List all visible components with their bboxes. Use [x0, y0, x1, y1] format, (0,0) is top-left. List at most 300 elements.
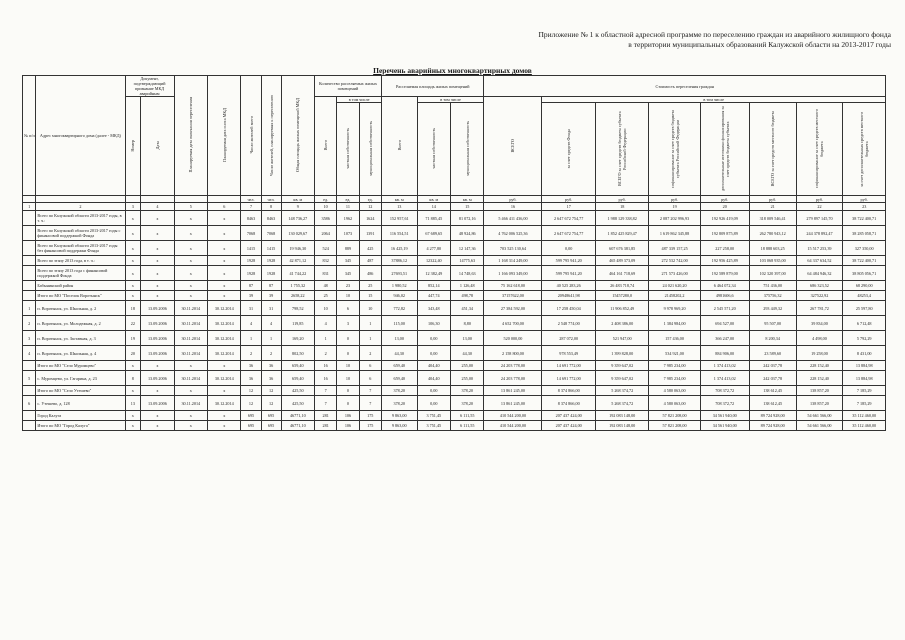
table-cell: 192 083 148,00	[595, 421, 649, 431]
table-cell: 30.11.2014	[174, 346, 207, 361]
table-cell: 1 619 862 345,88	[649, 226, 700, 241]
table-cell: x	[141, 211, 174, 226]
table-cell: 271 573 426,00	[649, 266, 700, 281]
table-cell: 10	[337, 291, 359, 301]
table-cell: 1 168 314 249,00	[484, 256, 542, 266]
table-cell: x	[208, 266, 241, 281]
table-cell: 13,00	[381, 331, 417, 346]
table-cell: 7	[315, 386, 337, 396]
table-cell: 20	[125, 346, 141, 361]
table-cell: x	[125, 411, 141, 421]
col-area-private: частная собственность	[417, 103, 450, 196]
table-cell: 138 857,20	[796, 386, 843, 396]
table-cell: 2 548 774,00	[542, 316, 596, 331]
table-cell: 13,00	[451, 331, 484, 346]
table-cell: 9 359 647,02	[595, 371, 649, 386]
table-cell: x	[208, 256, 241, 266]
table-cell: 38 722 400,71	[843, 211, 886, 226]
table-row	[23, 361, 886, 371]
table-cell: 75 162 618,00	[484, 281, 542, 291]
table-cell: 534 921,00	[649, 346, 700, 361]
table-cell: 13.09.2006	[141, 316, 174, 331]
table-cell: 1	[359, 331, 381, 346]
table-cell: 451,34	[451, 301, 484, 316]
table-cell: x	[208, 411, 241, 421]
table-cell: x	[125, 241, 141, 256]
table-cell: 8463	[241, 211, 261, 226]
col-cost-group: Стоимость переселения граждан	[484, 76, 886, 97]
col-add-region: дополнительные источники финансирования за счет средств бюджета субъекта	[700, 103, 749, 196]
address-cell: Итого по МО "Село Муромцево"	[36, 361, 125, 371]
table-body	[23, 211, 886, 431]
table-cell: x	[174, 211, 207, 226]
table-cell: 38 285 058,71	[843, 226, 886, 241]
table-cell: x	[125, 226, 141, 241]
address-cell: п. Воротынск, ул. Школьная, д. 2	[36, 301, 125, 316]
table-cell: 659,40	[381, 371, 417, 386]
table-cell: 34 561 940,00	[700, 421, 749, 431]
table-cell: 13.09.2006	[141, 396, 174, 411]
table-cell: 262 780 943,12	[749, 226, 796, 241]
table-cell: 25 597,80	[843, 301, 886, 316]
table-cell: 38 722 400,71	[843, 256, 886, 266]
table-cell: 6	[359, 361, 381, 371]
table-cell: 12322,40	[417, 256, 450, 266]
table-cell: 148 736,27	[281, 211, 314, 226]
column-number-cell: 17	[542, 203, 596, 211]
table-cell: 4	[261, 316, 281, 331]
table-cell: 15457280,0	[595, 291, 649, 301]
table-cell: 6 111,55	[451, 411, 484, 421]
table-cell: 106	[337, 421, 359, 431]
table-cell: 1 980,52	[381, 281, 417, 291]
table-cell: 281	[315, 421, 337, 431]
table-cell: x	[208, 281, 241, 291]
unit-cell: руб.	[542, 196, 596, 203]
column-number-cell: 10	[315, 203, 337, 211]
table-cell: 12	[261, 396, 281, 411]
table-cell: 708 372,72	[700, 386, 749, 396]
table-cell	[23, 266, 36, 281]
table-cell: x	[125, 211, 141, 226]
table-cell: 1415	[241, 241, 261, 256]
table-cell: 12	[261, 386, 281, 396]
col-residents: Число жителей всего	[241, 76, 261, 196]
col-area-group: Расселяемая площадь жилых помещений	[381, 76, 484, 97]
table-cell: x	[141, 256, 174, 266]
table-cell: 802,50	[281, 346, 314, 361]
unit-cell: руб.	[595, 196, 649, 203]
column-number-cell: 5	[174, 203, 207, 211]
unit-cell: ед.	[359, 196, 381, 203]
table-cell: 89 724 928,00	[749, 421, 796, 431]
table-cell: 102 320 397,00	[749, 266, 796, 281]
table-cell: 39	[241, 291, 261, 301]
col-rooms-incl: в том числе	[337, 97, 382, 103]
table-cell: 7 185,29	[843, 386, 886, 396]
table-cell: 1 166 093 349,00	[484, 266, 542, 281]
table-cell: 659,40	[281, 361, 314, 371]
table-cell: 18 888 603,25	[749, 241, 796, 256]
houses-table	[22, 75, 886, 431]
table-row	[23, 301, 886, 316]
column-number-cell: 2	[36, 203, 125, 211]
table-cell: 9 978 969,20	[649, 301, 700, 316]
table-cell	[23, 421, 36, 431]
table-cell: 57 821 208,00	[649, 411, 700, 421]
table-cell: 20948641,98	[542, 291, 596, 301]
table-cell	[23, 386, 36, 396]
table-cell: x	[125, 386, 141, 396]
table-row	[23, 371, 886, 386]
table-cell: 10	[359, 301, 381, 316]
table-cell: 772,82	[381, 301, 417, 316]
table-cell: 64 484 946,32	[796, 266, 843, 281]
unit-cell: руб.	[749, 196, 796, 203]
table-row	[23, 211, 886, 226]
table-cell: 7 985 234,00	[649, 361, 700, 371]
table-cell: 464 161 718,69	[595, 266, 649, 281]
table-cell: 946,02	[381, 291, 417, 301]
col-plan-demolish: Планируемая дата сноса МКД	[208, 76, 241, 196]
table-cell: 192 956 425,89	[700, 256, 749, 266]
col-rooms-municipal: муниципальная собственность	[359, 103, 381, 196]
table-cell: 89 724 928,00	[749, 411, 796, 421]
table-cell: 16 425,19	[381, 241, 417, 256]
table-cell: 2	[261, 346, 281, 361]
table-cell: 30.12.2014	[208, 301, 241, 316]
unit-cell	[141, 196, 174, 203]
address-cell: Всего по этапу 2013 года с финансовой поддержкой Фонда	[36, 266, 125, 281]
table-cell: 13 884,98	[843, 371, 886, 386]
table-cell: 0,00	[417, 331, 450, 346]
table-cell: x	[174, 386, 207, 396]
table-cell: 41 744,22	[281, 266, 314, 281]
table-cell: 6	[23, 396, 36, 411]
table-cell: 19	[125, 331, 141, 346]
table-cell: 327 350,00	[843, 241, 886, 256]
column-number-cell: 1	[23, 203, 36, 211]
address-cell: Бабынинский район	[36, 281, 125, 291]
table-cell: 36	[241, 371, 261, 386]
col-plan-end: Планируемая дата окончания переселения	[174, 76, 207, 196]
document-title: Перечень аварийных многоквартирных домов	[373, 66, 532, 75]
table-cell: 10	[337, 371, 359, 386]
table-cell: 695	[261, 411, 281, 421]
table-cell: x	[174, 266, 207, 281]
table-cell: 599 795 941,20	[542, 266, 596, 281]
table-cell: 8 374 866,00	[542, 386, 596, 396]
unit-cell	[125, 196, 141, 203]
table-cell: 5 792,29	[843, 331, 886, 346]
header-line-2: в территории муниципальных образований Калужской области на 2013-2017 годы	[628, 40, 891, 49]
column-number-cell: 18	[595, 203, 649, 211]
table-cell: 1	[241, 331, 261, 346]
table-cell: 25	[359, 281, 381, 291]
table-cell: 978 553,49	[542, 346, 596, 361]
col-doc-date: Дата	[141, 97, 174, 196]
table-cell: 13.09.2006	[141, 331, 174, 346]
table-cell: 24 021 620,20	[649, 281, 700, 291]
table-cell: 30.12.2014	[208, 331, 241, 346]
table-row	[23, 241, 886, 256]
table-cell: 378,20	[381, 386, 417, 396]
table-cell: x	[141, 281, 174, 291]
table-cell: 242 037,78	[749, 361, 796, 371]
table-cell: x	[208, 211, 241, 226]
table-cell	[23, 411, 36, 421]
table-cell: 2	[241, 346, 261, 361]
table-cell: 16	[315, 371, 337, 386]
table-cell: x	[174, 361, 207, 371]
table-cell	[23, 256, 36, 266]
table-cell: 521 947,00	[595, 331, 649, 346]
table-cell: x	[141, 361, 174, 371]
table-cell: 16	[315, 361, 337, 371]
table-cell: 4 762 006 525,36	[484, 226, 542, 241]
table-row	[23, 266, 886, 281]
table-cell: 695	[241, 421, 261, 431]
table-cell: x	[208, 226, 241, 241]
unit-cell: руб.	[484, 196, 542, 203]
table-cell: 7068	[261, 226, 281, 241]
table-cell: 2 087 202 996,93	[649, 211, 700, 226]
table-cell: 404,40	[417, 361, 450, 371]
table-cell: 343,48	[417, 301, 450, 316]
table-cell: 87	[241, 281, 261, 291]
table-row	[23, 386, 886, 396]
table-cell: 4	[23, 346, 36, 361]
table-cell: 6 111,55	[451, 421, 484, 431]
column-number-cell: 21	[749, 203, 796, 211]
table-cell: 8 200,34	[749, 331, 796, 346]
table-cell: 0,00	[417, 386, 450, 396]
unit-cell: кв. м	[417, 196, 450, 203]
table-cell: 152 957,61	[381, 211, 417, 226]
column-number-cell: 16	[484, 203, 542, 211]
table-cell: 287 072,00	[542, 331, 596, 346]
table-cell: 244 378 892,47	[796, 226, 843, 241]
table-cell: 1 852 425 829,47	[595, 226, 649, 241]
table-cell: 5 466 411 436,00	[484, 211, 542, 226]
table-cell: 9 359 647,02	[595, 361, 649, 371]
table-cell: 34 561 940,00	[700, 411, 749, 421]
table-cell	[23, 281, 36, 291]
col-no: № п/п	[23, 76, 36, 196]
table-cell: x	[208, 241, 241, 256]
table-cell: 2658,22	[281, 291, 314, 301]
table-cell: 703 525 130,64	[484, 241, 542, 256]
table-cell: x	[125, 421, 141, 431]
table-cell: 103 068 935,00	[749, 256, 796, 266]
table-cell: 19 258,00	[796, 346, 843, 361]
table-row	[23, 256, 886, 266]
table-cell: 686 323,52	[796, 281, 843, 291]
table-cell: 106	[337, 411, 359, 421]
table-cell: 425,50	[281, 386, 314, 396]
table-cell: 12	[241, 386, 261, 396]
column-number-cell: 9	[281, 203, 314, 211]
col-rooms-total: Всего	[315, 97, 337, 196]
table-cell: 64 337 634,52	[796, 256, 843, 266]
table-cell: 1624	[359, 211, 381, 226]
table-cell: 2 647 672 754,77	[542, 211, 596, 226]
table-cell: 831	[315, 266, 337, 281]
table-cell: 5 268 374,72	[595, 386, 649, 396]
col-area-total: Всего	[381, 97, 417, 196]
table-cell: 13.09.2006	[141, 301, 174, 316]
address-cell: п. Воротынск, ул. Молодежная, д. 2	[36, 316, 125, 331]
table-header	[23, 76, 886, 211]
address-cell: Всего по Калужской области 2013-2017 годы с финансовой поддержкой Фонда	[36, 226, 125, 241]
table-cell: 81 072,16	[451, 211, 484, 226]
address-cell: Всего по этапу 2013 года, в т. ч.:	[36, 256, 125, 266]
table-cell: 46771,10	[281, 421, 314, 431]
table-cell: 293 449,32	[749, 301, 796, 316]
table-cell: 366 247,00	[700, 331, 749, 346]
table-cell: 36	[261, 371, 281, 386]
table-cell: 4	[241, 316, 261, 331]
table-cell: 19 946,30	[281, 241, 314, 256]
unit-cell: ед.	[337, 196, 359, 203]
table-row	[23, 331, 886, 346]
col-residents-plan: Число жителей, планируемых к переселению	[261, 76, 281, 196]
table-cell: 7	[359, 396, 381, 411]
table-cell: 1928	[241, 266, 261, 281]
table-cell: 708 372,72	[700, 396, 749, 411]
table-cell: 7	[315, 396, 337, 411]
address-cell: с. Утешево, д. 128	[36, 396, 125, 411]
table-cell: 272 532 742,00	[649, 256, 700, 266]
address-cell: Город Калуга	[36, 411, 125, 421]
unit-cell: руб.	[700, 196, 749, 203]
table-cell: 192 926 419,09	[700, 211, 749, 226]
table-cell: 10	[337, 361, 359, 371]
table-cell: 378,20	[381, 396, 417, 411]
col-cof-region: софинансирование за счет средств бюджета субъекта Российской Федерации	[649, 103, 700, 196]
table-cell: 207 437 424,00	[542, 411, 596, 421]
table-cell: 751 436,00	[749, 281, 796, 291]
table-cell: 4 652 700,00	[484, 316, 542, 331]
table-row	[23, 346, 886, 361]
col-cost-total: ВСЕГО	[484, 97, 542, 196]
table-cell: 884 906,00	[700, 346, 749, 361]
table-cell: 1 374 413,02	[700, 371, 749, 386]
table-row	[23, 421, 886, 431]
table-cell: 227 258,00	[700, 241, 749, 256]
table-cell: 1	[261, 331, 281, 346]
table-cell: 12 382,49	[417, 266, 450, 281]
address-cell: п. Воротынск, ул. Заставная, д. 3	[36, 331, 125, 346]
table-cell: 5	[23, 371, 36, 386]
unit-cell	[36, 196, 125, 203]
table-cell: x	[208, 421, 241, 431]
table-cell: 44,30	[451, 346, 484, 361]
table-cell: 1	[23, 301, 36, 316]
table-cell: 378,20	[451, 396, 484, 411]
table-cell: 279 897 145,70	[796, 211, 843, 226]
table-cell	[23, 291, 36, 301]
table-cell: 13 884,98	[843, 361, 886, 371]
table-cell: 42 871,12	[281, 256, 314, 266]
col-add-muni: за счет дополнительных средств местного бюджета	[843, 103, 886, 196]
table-cell	[23, 226, 36, 241]
table-cell: 4 580 063,00	[649, 386, 700, 396]
table-cell: x	[125, 291, 141, 301]
table-cell: 68 290,00	[843, 281, 886, 291]
table-cell: 3	[337, 316, 359, 331]
unit-cell: руб.	[649, 196, 700, 203]
table-cell: 138 612,45	[749, 396, 796, 411]
unit-cell: ед.	[315, 196, 337, 203]
column-number-cell: 22	[796, 203, 843, 211]
table-cell: 425	[359, 241, 381, 256]
table-cell: 487 339 157,25	[649, 241, 700, 256]
table-cell: 14 691 772,00	[542, 371, 596, 386]
table-cell: 524	[315, 241, 337, 256]
table-cell: 192 083 148,00	[595, 411, 649, 421]
table-cell: 46771,10	[281, 411, 314, 421]
table-cell: x	[125, 256, 141, 266]
unit-cell: руб.	[796, 196, 843, 203]
table-cell: 15 517 253,39	[796, 241, 843, 256]
table-cell: 54 661 566,00	[796, 411, 843, 421]
table-cell: 192 809 875,89	[700, 226, 749, 241]
table-cell: 119,85	[281, 316, 314, 331]
table-cell: 22	[125, 316, 141, 331]
table-cell: 1391	[359, 226, 381, 241]
table-cell: 1 126,48	[451, 281, 484, 291]
table-cell: 207 437 424,00	[542, 421, 596, 431]
table-cell: 520 000,00	[484, 331, 542, 346]
table-cell: 0	[337, 346, 359, 361]
table-cell: 889	[337, 241, 359, 256]
table-cell: 40 525 283,26	[542, 281, 596, 291]
table-cell: 24 203 778,00	[484, 371, 542, 386]
column-number-cell: 8	[261, 203, 281, 211]
table-cell: 607 676 381,85	[595, 241, 649, 256]
unit-cell	[23, 196, 36, 203]
table-cell: 24 203 778,00	[484, 361, 542, 371]
table-row	[23, 291, 886, 301]
address-cell: Всего по Калужской области 2013-2017 годы без финансовой поддержки Фонда	[36, 241, 125, 256]
table-cell: 26 483 718,74	[595, 281, 649, 291]
table-cell: 4 277,80	[417, 241, 450, 256]
column-numbers-row	[23, 203, 886, 211]
table-cell: 1 988 129 338,82	[595, 211, 649, 226]
table-cell: 255,00	[451, 361, 484, 371]
table-cell: x	[174, 291, 207, 301]
table-cell: 0	[337, 396, 359, 411]
table-cell: 8 374 866,00	[542, 396, 596, 411]
column-number-cell: 23	[843, 203, 886, 211]
table-cell: 410 544 200,00	[484, 421, 542, 431]
col-area-incl: в том числе	[417, 97, 484, 103]
table-cell: 694 527,00	[700, 316, 749, 331]
table-cell: 447,74	[417, 291, 450, 301]
table-cell: x	[174, 241, 207, 256]
table-cell: 3 751,45	[417, 411, 450, 421]
table-cell: 12 147,36	[451, 241, 484, 256]
table-cell: 17 258 450,04	[542, 301, 596, 316]
table-cell: x	[208, 386, 241, 396]
table-cell: 1 384 984,00	[649, 316, 700, 331]
units-row	[23, 196, 886, 203]
table-cell: 2	[23, 316, 36, 331]
table-cell: 228 152,40	[796, 361, 843, 371]
table-cell: 30.12.2014	[208, 346, 241, 361]
table-cell: 7 985 234,00	[649, 371, 700, 386]
